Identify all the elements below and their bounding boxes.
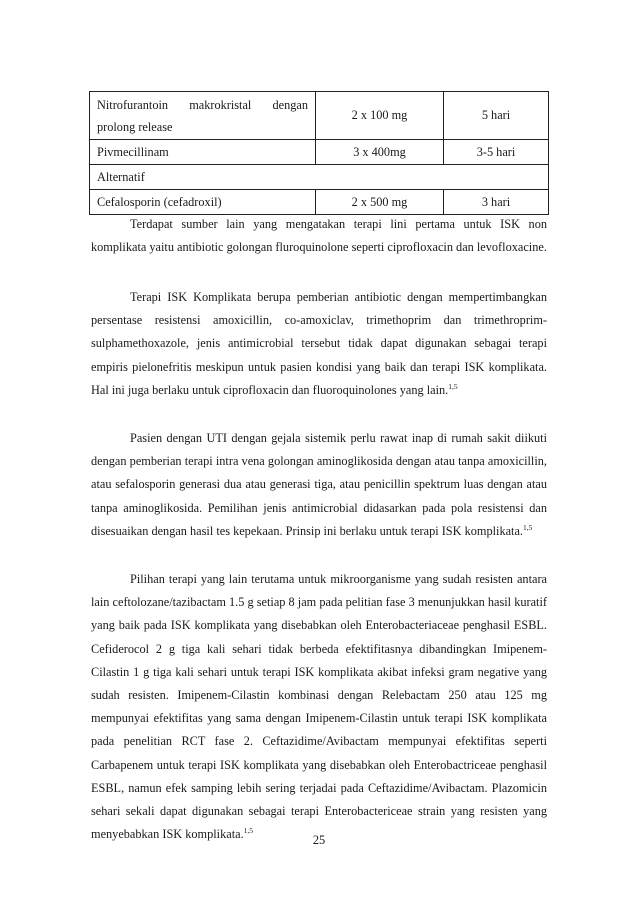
drug-word: dengan — [272, 97, 308, 112]
citation: 1,5 — [243, 826, 254, 836]
drug-cell: Cefalosporin (cefadroxil) — [90, 190, 316, 215]
table-row — [90, 92, 549, 140]
duration-cell: 5 hari — [444, 92, 549, 140]
paragraph — [91, 213, 547, 259]
drug-line2: prolong release — [97, 119, 173, 134]
paragraph — [91, 286, 547, 402]
section-cell: Alternatif — [90, 165, 549, 190]
drug-cell: Pivmecillinam — [90, 140, 316, 165]
dose-cell: 3 x 400mg — [316, 140, 444, 165]
page-number: 25 — [312, 833, 326, 847]
table-section-row — [90, 165, 549, 190]
paragraph — [91, 568, 547, 846]
duration-cell: 3-5 hari — [444, 140, 549, 165]
table-row — [90, 190, 549, 215]
antibiotic-dosage-table — [89, 91, 549, 215]
drug-cell — [90, 92, 316, 140]
duration-cell: 3 hari — [444, 190, 549, 215]
citation: 1,5 — [448, 381, 458, 391]
paragraph-text: Pasien dengan UTI dengan gejala sistemik perlu rawat inap di rumah sakit diikuti dengan pemberian terapi intra vena golongan aminoglikosida dengan atau tanpa amoxicillin, atau sefalosporin generasi dua atau generasi tiga, atau penicillin spektrum luas dengan atau tanpa aminoglikosida. Pemilihan jenis antimicrobial didasarkan pada pola resistensi dan disesuaikan dengan hasil tes kepekaan. Prinsip ini berlaku untuk terapi ISK komplikata. — [91, 431, 547, 538]
dose-cell: 2 x 500 mg — [316, 190, 444, 215]
table-row — [90, 140, 549, 165]
paragraph-text: Pilihan terapi yang lain terutama untuk mikroorganisme yang sudah resisten antara lain ceftolozane/tazibactam 1.5 g setiap 8 jam pada pelitian fase 3 menunjukkan hasil kuratif yang baik pada ISK komplikata yang disebabkan oleh Enterobacteriaceae penghasil ESBL. Cefiderocol 2 g tiga kali sehari tidak berbeda efektifitasnya dibandingkan Imipenem-Cilastin 1 g tiga kali sehari untuk terapi ISK komplikata akibat infeksi gram negative yang sudah resisten. Imipenem-Cilastin kombinasi dengan Relebactam 250 atau 125 mg mempunyai efektifitas yang sama dengan Imipenem-Cilastin untuk terapi ISK komplikata pada penelitian RCT fase 2. Ceftazidime/Avibactam mempunyai efektifitas seperti Carbapenem untuk terapi ISK komplikata yang disebabkan oleh Enterobactriceae penghasil ESBL, namun efek samping lebih sering terjadai pada Ceftazidime/Avibactam. Plazomicin sehari sekali dapat digunakan sebagai terapi Enterobactericeae strain yang resisten yang menyebabkan ISK komplikata. — [91, 572, 547, 842]
paragraph-text: Terdapat sumber lain yang mengatakan terapi lini pertama untuk ISK non komplikata yaitu antibiotic golongan fluroquinolone seperti ciprofloxacin dan levofloxacine. — [91, 217, 547, 255]
paragraph-text: Terapi ISK Komplikata berupa pemberian antibiotic dengan mempertimbangkan persentase resistensi amoxicillin, co-amoxiclav, trimethoprim dan trimethroprim-sulphamethoxazole, jenis antimicrobial tersebut tidak dapat digunakan sebagai terapi empiris pielonefritis meskipun untuk pasien kondisi yang baik dan terapi ISK komplikata. Hal ini juga berlaku untuk ciprofloxacin dan fluoroquinolones yang lain. — [91, 290, 547, 397]
paragraph — [91, 427, 547, 543]
citation: 1,5 — [523, 522, 533, 532]
drug-word: Nitrofurantoin — [97, 97, 169, 112]
dose-cell: 2 x 100 mg — [316, 92, 444, 140]
drug-word: makrokristal — [189, 97, 252, 112]
